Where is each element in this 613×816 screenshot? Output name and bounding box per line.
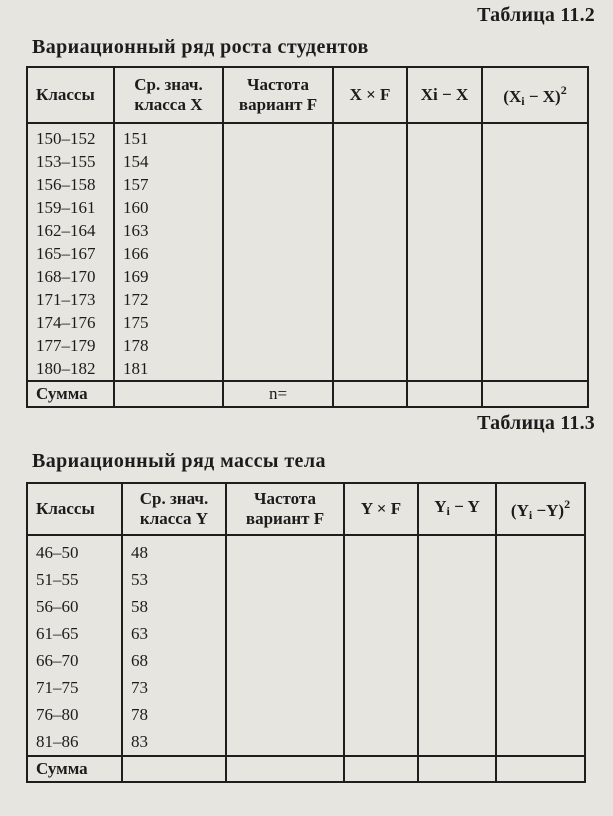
- table2-title: Вариационный ряд массы тела: [32, 450, 326, 472]
- deviation-cell: [407, 173, 482, 196]
- table1: [26, 66, 589, 408]
- t2-col-freq: Частота вариант F: [226, 483, 344, 535]
- freq-cell: [223, 334, 333, 357]
- square-cell: [482, 196, 588, 219]
- deviation-cell: [418, 674, 496, 701]
- product-cell: [333, 288, 407, 311]
- class-range-cell: 162–164: [27, 219, 114, 242]
- class-mean-cell: 73: [122, 674, 226, 701]
- square-cell: [482, 288, 588, 311]
- deviation-cell: [418, 566, 496, 593]
- product-cell: [333, 242, 407, 265]
- t2-col-classes: Классы: [27, 483, 122, 535]
- class-range-cell: 46–50: [27, 535, 122, 566]
- class-range-cell: 51–55: [27, 566, 122, 593]
- deviation-cell: [418, 701, 496, 728]
- product-cell: [333, 357, 407, 381]
- class-mean-cell: 175: [114, 311, 223, 334]
- class-range-cell: 159–161: [27, 196, 114, 219]
- product-cell: [333, 123, 407, 150]
- table-row: [27, 535, 585, 566]
- freq-cell: [226, 566, 344, 593]
- class-mean-cell: 160: [114, 196, 223, 219]
- class-range-cell: 165–167: [27, 242, 114, 265]
- t1-col-sq: $(X_i - X)^2$: [482, 67, 588, 123]
- deviation-cell: [407, 288, 482, 311]
- freq-cell: [226, 674, 344, 701]
- product-cell: [344, 647, 418, 674]
- product-cell: [344, 535, 418, 566]
- table1-number: Таблица 11.2: [477, 4, 595, 26]
- square-cell: [496, 620, 585, 647]
- class-mean-cell: 68: [122, 647, 226, 674]
- freq-cell: [223, 173, 333, 196]
- table-row: [27, 701, 585, 728]
- table-row: [27, 173, 588, 196]
- deviation-cell: [407, 123, 482, 150]
- table-row: [27, 311, 588, 334]
- class-mean-cell: 166: [114, 242, 223, 265]
- deviation-cell: [407, 150, 482, 173]
- square-cell: [496, 674, 585, 701]
- class-range-cell: 171–173: [27, 288, 114, 311]
- t2-col-mean: Ср. знач. класса Y: [122, 483, 226, 535]
- deviation-cell: [407, 196, 482, 219]
- class-mean-cell: 178: [114, 334, 223, 357]
- product-cell: [344, 674, 418, 701]
- class-range-cell: 71–75: [27, 674, 122, 701]
- table-row: [27, 620, 585, 647]
- t1-sum-label: Сумма: [27, 381, 114, 407]
- table-row: [27, 123, 588, 150]
- deviation-cell: [407, 311, 482, 334]
- freq-cell: [226, 620, 344, 647]
- t2-sum-mean: [122, 756, 226, 782]
- class-mean-cell: 83: [122, 728, 226, 756]
- freq-cell: [226, 535, 344, 566]
- square-cell: [496, 593, 585, 620]
- class-range-cell: 76–80: [27, 701, 122, 728]
- product-cell: [333, 265, 407, 288]
- t1-sum-mean: [114, 381, 223, 407]
- freq-cell: [223, 123, 333, 150]
- class-mean-cell: 78: [122, 701, 226, 728]
- table-row: [27, 334, 588, 357]
- t1-col-classes: Классы: [27, 67, 114, 123]
- table2: [26, 482, 586, 783]
- product-cell: [333, 196, 407, 219]
- square-cell: [496, 535, 585, 566]
- square-cell: [482, 265, 588, 288]
- square-cell: [482, 242, 588, 265]
- product-cell: [333, 173, 407, 196]
- class-range-cell: 66–70: [27, 647, 122, 674]
- t2-sum-sq: [496, 756, 585, 782]
- table-row: [27, 593, 585, 620]
- class-mean-cell: 169: [114, 265, 223, 288]
- class-mean-cell: 154: [114, 150, 223, 173]
- class-mean-cell: 151: [114, 123, 223, 150]
- class-mean-cell: 58: [122, 593, 226, 620]
- class-mean-cell: 63: [122, 620, 226, 647]
- deviation-cell: [407, 357, 482, 381]
- deviation-cell: [418, 535, 496, 566]
- class-range-cell: 180–182: [27, 357, 114, 381]
- table-row: [27, 357, 588, 381]
- square-cell: [482, 357, 588, 381]
- freq-cell: [226, 701, 344, 728]
- t1-sum-n: n=: [223, 381, 333, 407]
- class-range-cell: 174–176: [27, 311, 114, 334]
- class-range-cell: 56–60: [27, 593, 122, 620]
- deviation-cell: [407, 242, 482, 265]
- deviation-cell: [418, 620, 496, 647]
- square-cell: [482, 311, 588, 334]
- t1-col-dev: Xi − X: [407, 67, 482, 123]
- class-mean-cell: 53: [122, 566, 226, 593]
- freq-cell: [223, 196, 333, 219]
- square-cell: [482, 150, 588, 173]
- table2-number: Таблица 11.3: [477, 412, 595, 434]
- table-row: [27, 150, 588, 173]
- t1-sum-sq: [482, 381, 588, 407]
- class-range-cell: 177–179: [27, 334, 114, 357]
- product-cell: [344, 728, 418, 756]
- square-cell: [482, 123, 588, 150]
- square-cell: [496, 647, 585, 674]
- deviation-cell: [407, 334, 482, 357]
- class-mean-cell: 48: [122, 535, 226, 566]
- freq-cell: [223, 288, 333, 311]
- t2-col-yf: Y × F: [344, 483, 418, 535]
- square-cell: [496, 566, 585, 593]
- table1-title: Вариационный ряд роста студентов: [32, 36, 369, 58]
- product-cell: [344, 593, 418, 620]
- table-row: [27, 647, 585, 674]
- deviation-cell: [418, 647, 496, 674]
- class-range-cell: 81–86: [27, 728, 122, 756]
- product-cell: [333, 311, 407, 334]
- class-mean-cell: 157: [114, 173, 223, 196]
- class-range-cell: 153–155: [27, 150, 114, 173]
- freq-cell: [226, 647, 344, 674]
- class-range-cell: 61–65: [27, 620, 122, 647]
- product-cell: [333, 334, 407, 357]
- t1-col-xf: X × F: [333, 67, 407, 123]
- deviation-cell: [407, 265, 482, 288]
- class-range-cell: 156–158: [27, 173, 114, 196]
- table-row: [27, 265, 588, 288]
- class-range-cell: 168–170: [27, 265, 114, 288]
- table-row: [27, 196, 588, 219]
- t2-sum-dev: [418, 756, 496, 782]
- class-mean-cell: 181: [114, 357, 223, 381]
- product-cell: [344, 701, 418, 728]
- freq-cell: [226, 728, 344, 756]
- table-row: [27, 674, 585, 701]
- deviation-cell: [418, 728, 496, 756]
- table-row: [27, 242, 588, 265]
- freq-cell: [223, 219, 333, 242]
- t2-sum-freq: [226, 756, 344, 782]
- t1-col-freq: Частота вариант F: [223, 67, 333, 123]
- deviation-cell: [418, 593, 496, 620]
- class-range-cell: 150–152: [27, 123, 114, 150]
- table1-body: [27, 123, 588, 381]
- square-cell: [482, 219, 588, 242]
- square-cell: [496, 701, 585, 728]
- freq-cell: [223, 150, 333, 173]
- freq-cell: [226, 593, 344, 620]
- freq-cell: [223, 311, 333, 334]
- table-row: [27, 219, 588, 242]
- square-cell: [496, 728, 585, 756]
- deviation-cell: [407, 219, 482, 242]
- product-cell: [344, 566, 418, 593]
- t1-sum-xf: [333, 381, 407, 407]
- t1-col-mean: Ср. знач. класса X: [114, 67, 223, 123]
- freq-cell: [223, 265, 333, 288]
- class-mean-cell: 172: [114, 288, 223, 311]
- product-cell: [333, 219, 407, 242]
- table-row: [27, 288, 588, 311]
- table-row: [27, 728, 585, 756]
- table2-body: [27, 535, 585, 756]
- square-cell: [482, 334, 588, 357]
- t2-sum-yf: [344, 756, 418, 782]
- t2-sum-label: Сумма: [27, 756, 122, 782]
- class-mean-cell: 163: [114, 219, 223, 242]
- t1-sum-dev: [407, 381, 482, 407]
- t2-col-dev: $Y_i - Y$: [418, 483, 496, 535]
- product-cell: [333, 150, 407, 173]
- freq-cell: [223, 242, 333, 265]
- freq-cell: [223, 357, 333, 381]
- t2-col-sq: $(Y_i -Y)^2$: [496, 483, 585, 535]
- square-cell: [482, 173, 588, 196]
- table-row: [27, 566, 585, 593]
- product-cell: [344, 620, 418, 647]
